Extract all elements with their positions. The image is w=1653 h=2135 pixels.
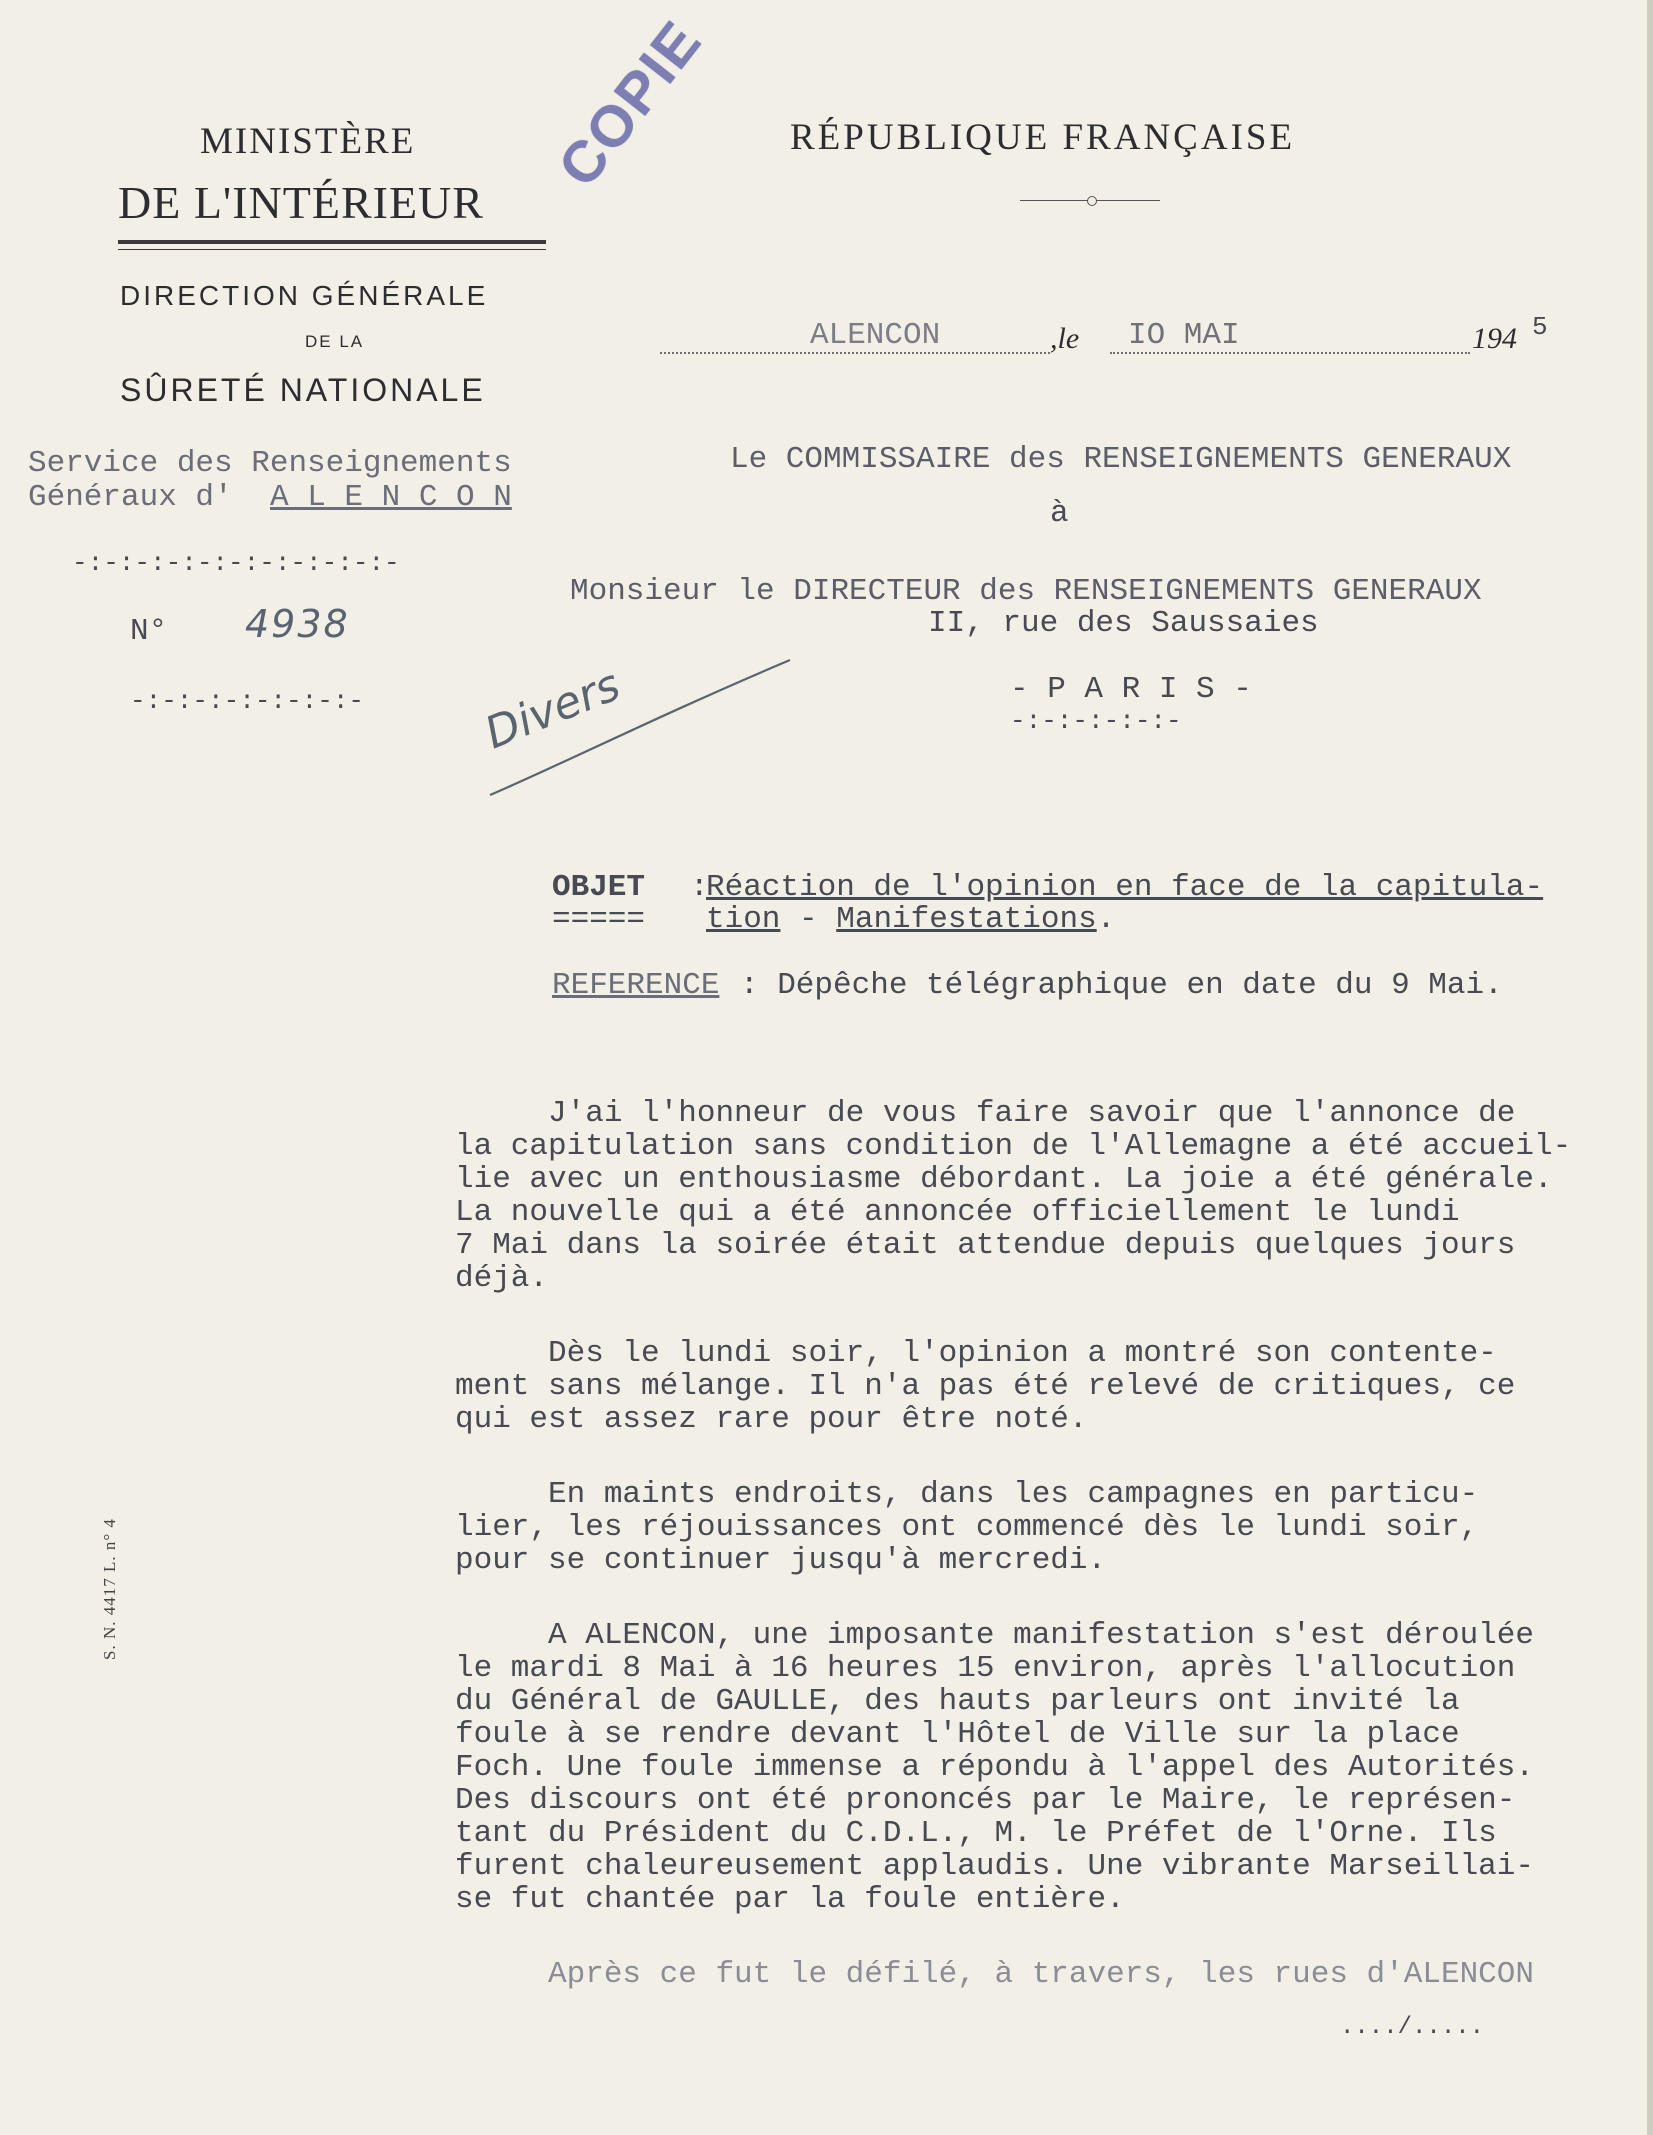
ministry-line2: DE L'INTÉRIEUR [118, 177, 484, 228]
body-line: A ALENCON, une imposante manifestation s'est déroulée [455, 1618, 1534, 1653]
service-line2-prefix: Généraux d' [28, 480, 233, 515]
continuation-mark: ..../..... [1340, 2014, 1485, 2041]
place-value: ALENCON [810, 318, 941, 353]
objet-text-line2 [706, 902, 1115, 937]
service-line1: Service des Renseignements [28, 446, 512, 481]
body-line: J'ai l'honneur de vous faire savoir que l'annonce de [455, 1096, 1516, 1131]
service-separator1: -:-:-:-:-:-:-:-:-:-:- [72, 548, 400, 578]
body-line: la capitulation sans condition de l'Allemagne a été accueil- [455, 1129, 1572, 1164]
republic-title: RÉPUBLIQUE FRANÇAISE [790, 117, 1296, 158]
direction-line2: DE LA [305, 332, 365, 351]
objet-text-line2-part1: tion [706, 902, 781, 937]
body-line: Foch. Une foule immense a répondu à l'appel des Autorités. [455, 1750, 1534, 1785]
ministry-line1: MINISTÈRE [200, 121, 416, 162]
service-separator2: -:-:-:-:-:-:-:- [130, 686, 365, 716]
body-line: du Général de GAULLE, des hauts parleurs ont invité la [455, 1684, 1460, 1719]
page-edge [1647, 0, 1653, 2135]
body-line: déjà. [455, 1261, 549, 1296]
direction-line3: SÛRETÉ NATIONALE [120, 372, 486, 408]
body-line: qui est assez rare pour être noté. [455, 1402, 1088, 1437]
year-prefix: 194 [1472, 322, 1517, 355]
sender-line1: Le COMMISSAIRE des RENSEIGNEMENTS GENERAUX [730, 442, 1512, 477]
paragraph [455, 1618, 1615, 1915]
paragraph [455, 1096, 1615, 1294]
date-le: ,le [1050, 322, 1080, 355]
number-label: N° [130, 614, 168, 649]
paragraph [455, 1477, 1615, 1576]
copie-stamp: COPIE [545, 8, 715, 199]
body-line: 7 Mai dans la soirée était attendue depuis quelques jours [455, 1228, 1516, 1263]
body-line: se fut chantée par la foule entière. [455, 1882, 1125, 1917]
objet-text-line2-end: . [1096, 902, 1116, 937]
recipient-line3: - P A R I S - [1010, 672, 1252, 707]
body-line: La nouvelle qui a été annoncée officiellement le lundi [455, 1195, 1460, 1230]
objet-colon: : [690, 870, 709, 905]
date-value: IO MAI [1128, 318, 1240, 353]
recipient-line2: II, rue des Saussaies [928, 606, 1319, 641]
year-suffix: 5 [1532, 312, 1548, 342]
annotation-handwritten: Divers [478, 659, 628, 760]
ministry-double-rule [118, 240, 546, 244]
body-line: lie avec un enthousiasme débordant. La joie a été générale. [455, 1162, 1553, 1197]
direction-line1: DIRECTION GÉNÉRALE [120, 280, 489, 311]
reference-text: : Dépêche télégraphique en date du 9 Mai. [740, 968, 1503, 1003]
body-line: En maints endroits, dans les campagnes en particu- [455, 1477, 1479, 1512]
recipient-line1: Monsieur le DIRECTEUR des RENSEIGNEMENTS GENERAUX [570, 574, 1482, 609]
body-line: furent chaleureusement applaudis. Une vibrante Marseillai- [455, 1849, 1534, 1884]
body-line: tant du Président du C.D.L., M. le Préfet de l'Orne. Ils [455, 1816, 1497, 1851]
number-handwritten: 4938 [245, 602, 350, 646]
recipient-separator: -:-:-:-:-:- [1010, 706, 1182, 736]
service-line2-city: A L E N C O N [270, 480, 512, 515]
body-line: pour se continuer jusqu'à mercredi. [455, 1543, 1107, 1578]
body-line: foule à se rendre devant l'Hôtel de Ville sur la place [455, 1717, 1460, 1752]
sender-line2: à [1050, 496, 1069, 531]
objet-text-line2-part2: - [780, 902, 837, 937]
letter-body [455, 1096, 1615, 1990]
objet-text-line1: Réaction de l'opinion en face de la capitula- [706, 870, 1544, 905]
objet-text-line2-part3: Manifestations [836, 902, 1097, 937]
body-line: lier, les réjouissances ont commencé dès le lundi soir, [455, 1510, 1479, 1545]
paragraph [455, 1957, 1615, 1990]
body-line: le mardi 8 Mai à 16 heures 15 environ, après l'allocution [455, 1651, 1516, 1686]
objet-label-underline: ===== [552, 902, 646, 937]
body-line: Après ce fut le défilé, à travers, les rues d'ALENCON [455, 1957, 1534, 1992]
ministry-double-rule-thin [118, 249, 546, 250]
body-line: ment sans mélange. Il n'a pas été relevé de critiques, ce [455, 1369, 1516, 1404]
republic-ornament-dot [1087, 196, 1097, 206]
objet-label: OBJET [552, 870, 646, 905]
reference-label: REFERENCE [552, 968, 720, 1003]
form-code: S. N. 4417 L. n° 4 [100, 1518, 119, 1660]
body-line: Dès le lundi soir, l'opinion a montré son contente- [455, 1336, 1497, 1371]
paragraph [455, 1336, 1615, 1435]
body-line: Des discours ont été prononcés par le Maire, le représen- [455, 1783, 1516, 1818]
